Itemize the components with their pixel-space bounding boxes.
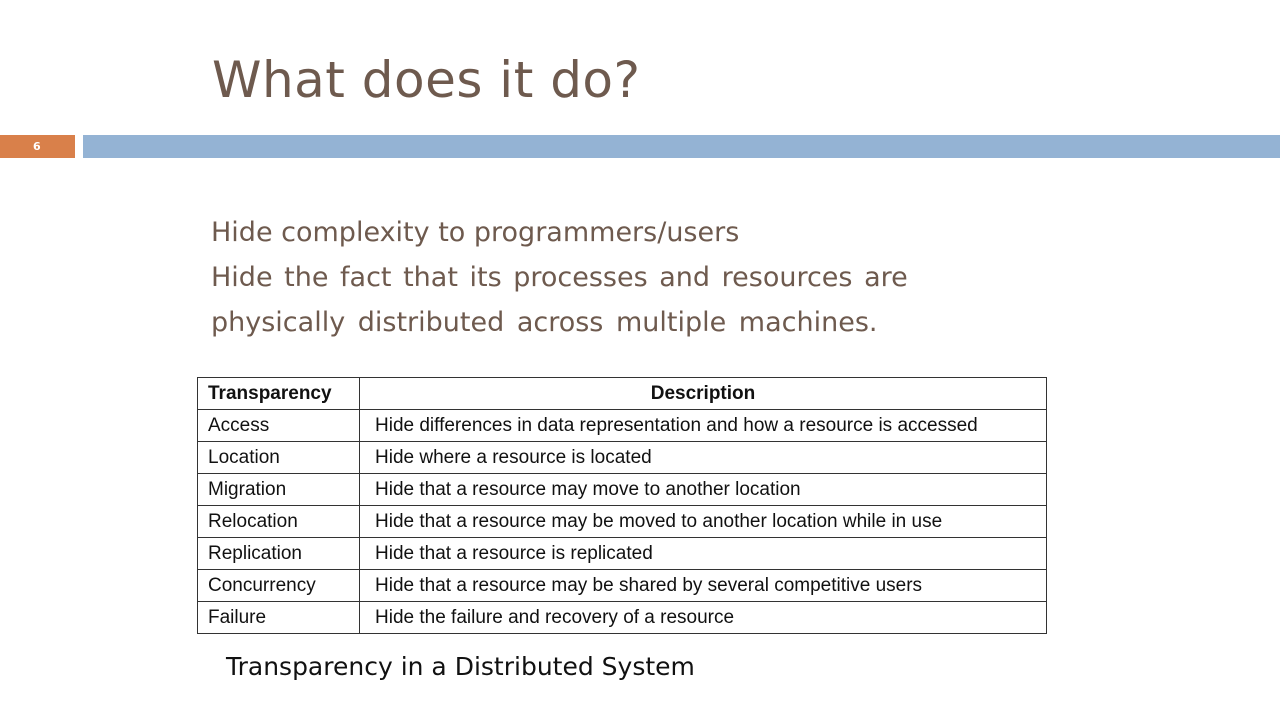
body-line: Hide complexity to programmers/users	[211, 217, 740, 248]
table-row	[198, 474, 1047, 506]
slide-body	[211, 210, 971, 345]
table-row	[198, 506, 1047, 538]
header-transparency: Transparency	[198, 378, 360, 410]
transparency-type: Failure	[198, 602, 360, 634]
body-line: Hide the fact that its processes and resources are	[211, 262, 908, 293]
table-row	[198, 538, 1047, 570]
transparency-description: Hide the failure and recovery of a resource	[360, 602, 1047, 634]
transparency-type: Concurrency	[198, 570, 360, 602]
transparency-type: Location	[198, 442, 360, 474]
table-row	[198, 442, 1047, 474]
slide-number: 6	[0, 135, 75, 158]
transparency-description: Hide where a resource is located	[360, 442, 1047, 474]
table-row	[198, 570, 1047, 602]
table-caption: Transparency in a Distributed System	[226, 652, 695, 681]
transparency-type: Relocation	[198, 506, 360, 538]
slide-title: What does it do?	[212, 51, 641, 109]
transparency-description: Hide differences in data representation and how a resource is accessed	[360, 410, 1047, 442]
transparency-description: Hide that a resource is replicated	[360, 538, 1047, 570]
header-description: Description	[360, 378, 1047, 410]
transparency-description: Hide that a resource may be shared by several competitive users	[360, 570, 1047, 602]
transparency-type: Migration	[198, 474, 360, 506]
transparency-table	[197, 377, 1047, 634]
table-row	[198, 602, 1047, 634]
transparency-description: Hide that a resource may be moved to another location while in use	[360, 506, 1047, 538]
transparency-description: Hide that a resource may move to another location	[360, 474, 1047, 506]
body-line: physically distributed across multiple machines.	[211, 307, 878, 338]
header-bar	[83, 135, 1280, 158]
table-header-row	[198, 378, 1047, 410]
transparency-type: Replication	[198, 538, 360, 570]
transparency-type: Access	[198, 410, 360, 442]
table-row	[198, 410, 1047, 442]
